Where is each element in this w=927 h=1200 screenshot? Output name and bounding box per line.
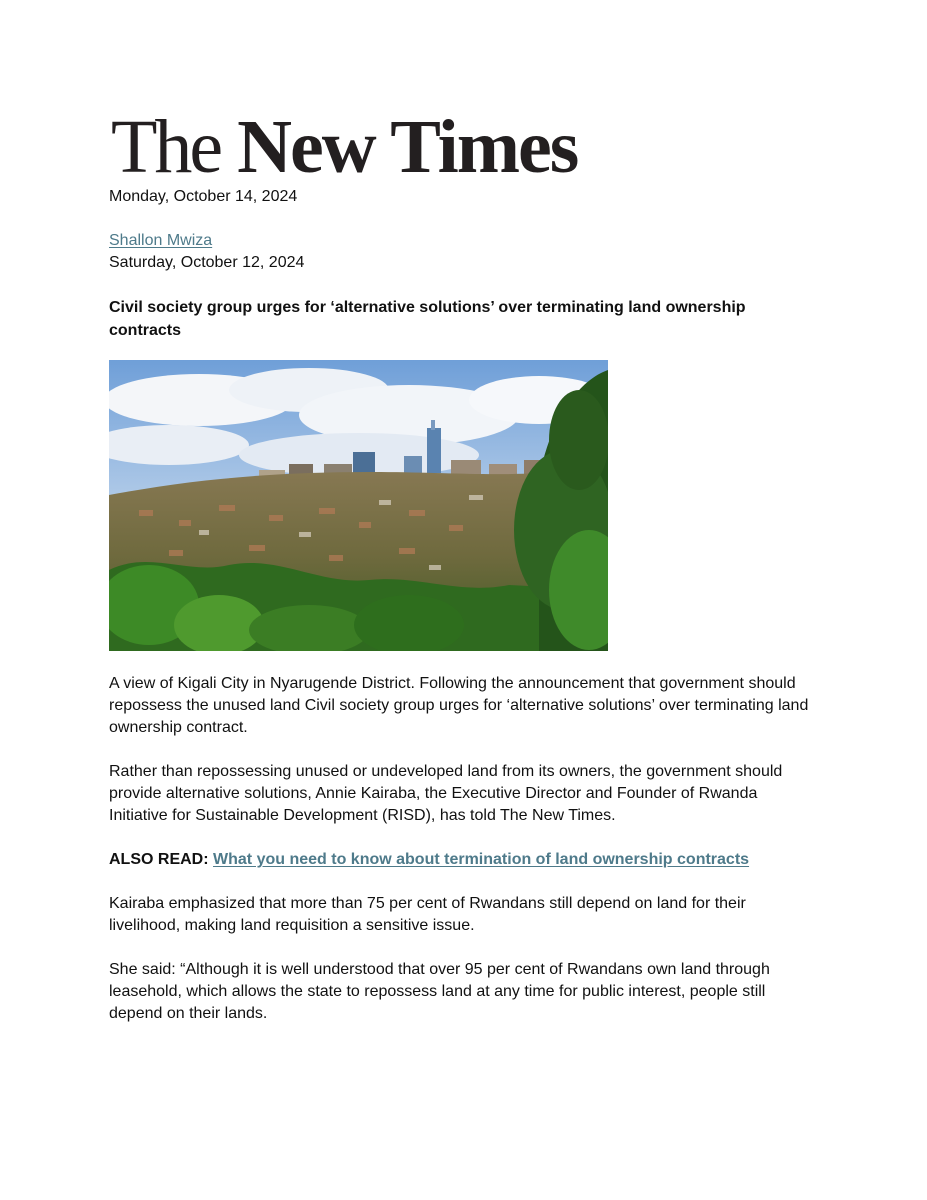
publish-date: Saturday, October 12, 2024	[109, 254, 305, 271]
print-date: Monday, October 14, 2024	[109, 188, 298, 205]
paragraph-1: Rather than repossessing unused or undeveloped land from its owners, the government should provide alternative solutions, Annie Kairaba, the Executive Director and Founder of Rwanda Initiative for Sustainable Development (RISD), has told The New Times.	[109, 763, 783, 824]
logo-word-new-times: New Times	[237, 105, 578, 189]
also-read-label: ALSO READ:	[109, 851, 209, 868]
also-read	[109, 849, 819, 871]
article-page	[109, 105, 819, 1025]
paragraph-2: Kairaba emphasized that more than 75 per cent of Rwandans still depend on land for their livelihood, making land requisition a sensitive issue.	[109, 895, 746, 934]
kigali-city-photo	[109, 360, 608, 651]
image-caption: A view of Kigali City in Nyarugende District. Following the announcement that government should repossess the unused land Civil society group urges for ‘alternative solutions’ over terminating land ownership contract.	[109, 675, 809, 736]
also-read-link[interactable]: What you need to know about termination of land ownership contracts	[213, 851, 750, 868]
paragraph-3: She said: “Although it is well understood that over 95 per cent of Rwandans own land through leasehold, which allows the state to repossess land at any time for public interest, people still depend on their lands.	[109, 961, 770, 1022]
logo-word-the: The	[111, 105, 221, 189]
article-headline: Civil society group urges for ‘alternative solutions’ over terminating land ownership contracts	[109, 299, 746, 339]
newspaper-logo[interactable]	[111, 105, 819, 189]
author-link[interactable]: Shallon Mwiza	[109, 232, 213, 249]
